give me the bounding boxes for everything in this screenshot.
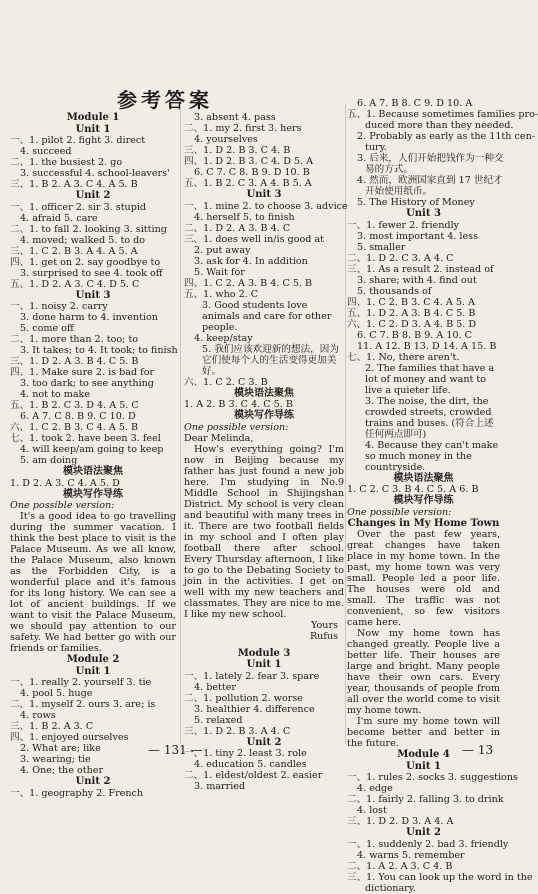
answer-line: 三、1. You can look up the word in the bbox=[347, 871, 533, 883]
answer-line: 2. The families that have a lot of money and want to live a quieter life. bbox=[365, 362, 495, 396]
essay-paragraph: Over the past few years, great changes have taken place in my home town. In the past, my home town was very small. People led a poor life. The houses were old and small. The traffic was not convenient, so few visitors came here. bbox=[347, 529, 500, 628]
page-number-right: — 13 bbox=[462, 743, 494, 757]
version-label: One possible version: bbox=[10, 500, 115, 511]
answer-line: 五、1. D 2. A 3. C 4. D 5. C bbox=[10, 278, 140, 290]
answer-line: 5. am doing bbox=[20, 455, 78, 466]
answer-line: Dear Melinda, bbox=[184, 432, 254, 444]
answer-line: 3. Good students love animals and care for other people. bbox=[202, 299, 332, 333]
answer-line: 3. It takes; to 4. It took; to finish bbox=[20, 345, 178, 356]
version-label: One possible version: bbox=[347, 506, 452, 518]
answer-line: 1. A 2. B 3. C 4. C 5. B bbox=[184, 399, 293, 410]
answer-line: 四、1. D 2. B 3. C 4. D 5. A bbox=[184, 156, 314, 167]
answer-line: 4. edge bbox=[357, 783, 393, 794]
answer-line-continued: tury. bbox=[365, 142, 387, 153]
version-label: One possible version: bbox=[184, 421, 289, 433]
answer-line: 三、1. D 2. D 3. A 4. A bbox=[347, 816, 454, 827]
answer-line: 4. better bbox=[194, 681, 236, 693]
answer-line: 一、1. suddenly 2. bad 3. friendly bbox=[347, 838, 509, 850]
page-number-left: — 131 — bbox=[148, 743, 203, 757]
answer-line: 5. relaxed bbox=[194, 714, 243, 726]
answer-line: 5. 我们应该欢迎新的想法，因为它们使每个人的生活变得更加美好。 bbox=[202, 343, 339, 377]
answer-line: 七、1. No, there aren't. bbox=[347, 351, 460, 363]
answer-line: 五、1. who 2. C bbox=[184, 288, 259, 300]
answer-line: 6. C 7. C 8. B 9. D 10. B bbox=[194, 167, 310, 178]
page-title: 参考答案 bbox=[117, 88, 213, 112]
answer-line: 三、1. C 2. B 3. A 4. A 5. A bbox=[10, 245, 138, 257]
answer-line: 4. will keep/am going to keep bbox=[20, 444, 164, 455]
answer-column-2 bbox=[184, 112, 348, 792]
answer-line: 五、1. D 2. A 3. B 4. C 5. B bbox=[347, 307, 476, 319]
section-heading: Unit 2 bbox=[75, 190, 111, 201]
column-divider-1 bbox=[180, 104, 181, 744]
answer-line: 二、1. the busiest 2. go bbox=[10, 157, 123, 168]
answer-line: 三、1. B 2. A 3. C 4. A 5. B bbox=[10, 179, 138, 190]
answer-line: 4. warns 5. remember bbox=[357, 849, 465, 861]
answer-line: 4. keep/stay bbox=[194, 332, 253, 344]
section-heading: Unit 1 bbox=[406, 760, 441, 772]
answer-line: 3. done harm to 4. invention bbox=[20, 312, 158, 323]
column-divider-2 bbox=[345, 104, 346, 744]
section-heading: Module 2 bbox=[66, 654, 120, 665]
answer-line: 一、1. fewer 2. friendly bbox=[347, 219, 460, 231]
answer-line: 11. A 12. B 13. D 14. A 15. B bbox=[357, 340, 497, 352]
answer-line: 4. afraid 5. care bbox=[20, 212, 98, 224]
section-heading: 模块语法聚焦 bbox=[234, 387, 294, 399]
answer-line: 4. herself 5. to finish bbox=[194, 211, 295, 223]
answer-line: 3. share; with 4. find out bbox=[357, 274, 477, 286]
answer-line: 二、1. myself 2. ours 3. are; is bbox=[10, 699, 156, 710]
answer-line: 一、1. geography 2. French bbox=[10, 787, 144, 799]
signature-line: Rufus bbox=[309, 630, 338, 642]
answer-line: 一、1. really 2. yourself 3. tie bbox=[10, 677, 152, 688]
answer-line: 3. 后来，人们开始把钱作为一种交 bbox=[357, 153, 504, 164]
answer-line: 2. put away bbox=[194, 244, 251, 256]
answer-line: 一、1. tiny 2. least 3. role bbox=[184, 748, 307, 759]
answer-line: 4. education 5. candles bbox=[194, 759, 307, 770]
answer-line: 3. wearing; tie bbox=[20, 754, 91, 765]
answer-line: 二、1. to fall 2. looking 3. sitting bbox=[10, 223, 167, 235]
answer-line: 二、1. fairly 2. falling 3. to drink bbox=[347, 794, 504, 805]
answer-line: 3. surprised to see 4. took off bbox=[20, 267, 163, 279]
section-heading: Unit 3 bbox=[406, 208, 441, 219]
answer-line: 3. ask for 4. In addition bbox=[194, 255, 308, 267]
answer-line: 二、1. more than 2. too; to bbox=[10, 334, 139, 345]
section-heading: Unit 2 bbox=[75, 776, 111, 787]
answer-line: 5. come off bbox=[20, 323, 74, 334]
section-heading: Module 3 bbox=[237, 647, 291, 659]
answer-line: 四、1. C 2. B 3. C 4. A 5. A bbox=[347, 296, 475, 308]
essay-paragraph: How's everything going? I'm now in Beijing because my father has just found a new job here. I'm studying in No.9 Middle School in Shijingshan District. My school is very clean and beautiful with many trees in it. There are two football fields in my school and I often play football there after school. Every Thursday afternoon, I like to go to the Debating Society to join in the activities. I get on well with my new teachers and classmates. They are nice to me. I like my new school. bbox=[184, 443, 344, 620]
answer-line: 四、1. get on 2. say goodbye to bbox=[10, 256, 161, 268]
answer-line-continued: dictionary. bbox=[365, 882, 416, 894]
answer-line: 二、1. A 2. A 3. C 4. B bbox=[347, 860, 453, 872]
section-heading: Unit 1 bbox=[75, 123, 111, 135]
answer-line: 5. Wait for bbox=[194, 266, 245, 278]
section-heading: Module 1 bbox=[66, 112, 120, 123]
section-heading: 模块写作导练 bbox=[234, 410, 294, 421]
answer-line: 三、1. B 2. A 3. C bbox=[10, 721, 94, 732]
answer-line: 一、1. lately 2. fear 3. spare bbox=[184, 670, 320, 682]
answer-line: 四、1. Make sure 2. is bad for bbox=[10, 367, 155, 378]
answer-line: 五、1. Because sometimes families pro- bbox=[347, 109, 538, 120]
answer-line: 4. lost bbox=[357, 805, 387, 816]
answer-line: 4. Because they can't make so much money in the countryside. bbox=[365, 439, 499, 473]
answer-line: 6. C 7. B 8. B 9. A 10. C bbox=[357, 329, 473, 341]
essay-paragraph: I'm sure my home town will become better and better in the future. bbox=[347, 716, 500, 749]
answer-line: 4. yourselves bbox=[194, 134, 258, 145]
answer-line: 二、1. pollution 2. worse bbox=[184, 692, 303, 704]
answer-line-continued: duced more than they needed. bbox=[365, 120, 514, 131]
answer-line: 一、1. pilot 2. fight 3. direct bbox=[10, 135, 146, 146]
answer-line: 6. A 7. C 8. B 9. C 10. D bbox=[20, 411, 136, 422]
section-heading: Changes in My Home Town bbox=[347, 517, 500, 529]
section-heading: Unit 1 bbox=[75, 665, 111, 677]
answer-line: 1. C 2. C 3. B 4. C 5. A 6. B bbox=[347, 484, 479, 495]
answer-line: 四、1. C 2. A 3. B 4. C 5. B bbox=[184, 277, 313, 289]
answer-line: 三、1. D 2. A 3. B 4. C 5. B bbox=[10, 356, 139, 367]
answer-line: 5. smaller bbox=[357, 241, 406, 253]
answer-line: 3. successful 4. school-leavers' bbox=[20, 168, 170, 179]
answer-line-continued: 易的方式。 bbox=[365, 164, 413, 175]
answer-line: 3. most important 4. less bbox=[357, 230, 479, 242]
answer-line: 3. absent 4. pass bbox=[194, 112, 276, 123]
answer-line: 三、1. D 2. B 3. C 4. B bbox=[184, 145, 291, 156]
answer-line: 六、1. C 2. D 3. A 4. B 5. D bbox=[347, 318, 477, 330]
section-heading: Unit 2 bbox=[246, 736, 282, 748]
answer-line: 五、1. B 2. C 3. A 4. B 5. A bbox=[184, 178, 312, 189]
answer-line: 二、1. my 2. first 3. hers bbox=[184, 123, 302, 134]
section-heading: 模块写作导练 bbox=[63, 488, 123, 500]
section-heading: 模块语法聚焦 bbox=[63, 466, 123, 477]
answer-line: 4. pool 5. huge bbox=[20, 688, 93, 699]
answer-line: 3. too dark; to see anything bbox=[20, 378, 154, 389]
signature-line: Yours bbox=[311, 619, 338, 631]
answer-line: 2. Probably as early as the 11th cen- bbox=[357, 131, 535, 142]
section-heading: Unit 2 bbox=[406, 827, 441, 838]
answer-line: 六、1. C 2. B 3. C 4. A 5. B bbox=[10, 422, 139, 433]
section-heading: Unit 3 bbox=[246, 189, 282, 200]
answer-line-continued: 开始使用纸币。 bbox=[365, 186, 433, 197]
answer-line: 4. succeed bbox=[20, 146, 72, 157]
section-heading: Module 4 bbox=[397, 749, 450, 760]
answer-line: 4. One; the other bbox=[20, 765, 104, 776]
section-heading: 模块写作导练 bbox=[393, 495, 454, 506]
answer-line: 3. healthier 4. difference bbox=[194, 703, 315, 715]
answer-column-3 bbox=[347, 98, 538, 894]
answer-line: 6. A 7. B 8. C 9. D 10. A bbox=[357, 98, 473, 109]
essay-paragraph: Now my home town has changed greatly. People live a better life. Their houses are large and bright. Many people have their own cars. Every year, thousands of people from all over the world come to visit my home town. bbox=[347, 628, 500, 716]
answer-line: 5. The History of Money bbox=[357, 197, 475, 208]
answer-line: 一、1. officer 2. sir 3. stupid bbox=[10, 201, 147, 213]
answer-line: 三、1. does well in/is good at bbox=[184, 233, 325, 245]
answer-line: 3. married bbox=[194, 781, 246, 792]
answer-line: 3. The noise, the dirt, the crowded streets, crowded trains and buses. (符合上述任何两点即可) bbox=[365, 395, 494, 440]
answer-line: 1. D 2. A 3. C 4. A 5. D bbox=[10, 477, 120, 489]
answer-line: 三、1. D 2. B 3. A 4. C bbox=[184, 725, 291, 737]
answer-line: 4. rows bbox=[20, 710, 56, 721]
answer-line: 六、1. C 2. C 3. B bbox=[184, 376, 268, 388]
answer-line: 2. What are; like bbox=[20, 743, 101, 754]
answer-line: 4. moved; walked 5. to do bbox=[20, 234, 146, 246]
answer-line: 一、1. noisy 2. carry bbox=[10, 301, 108, 312]
answer-line: 二、1. D 2. A 3. B 4. C bbox=[184, 222, 291, 234]
answer-line: 二、1. D 2. C 3. A 4. C bbox=[347, 252, 454, 264]
answer-line: 七、1. took 2. have been 3. feel bbox=[10, 433, 161, 444]
answer-line: 二、1. eldest/oldest 2. easier bbox=[184, 770, 323, 781]
answer-line: 4. 然而，欧洲国家直到 17 世纪才 bbox=[357, 175, 503, 186]
answer-line: 5. thousands of bbox=[357, 285, 432, 297]
answer-line: 三、1. As a result 2. instead of bbox=[347, 263, 494, 275]
answer-line: 五、1. B 2. C 3. D 4. A 5. C bbox=[10, 400, 139, 411]
answer-line: 一、1. mine 2. to choose 3. advice bbox=[184, 200, 348, 212]
essay-paragraph: It's a good idea to go travelling during the summer vacation. I think the best place to visit is the Palace Museum. As we all know, the Palace Museum, also known as the Forbidden City, is a wonderful place and it's famous for its long history. We can see a lot of ancient buildings. If we want to visit the Palace Museum, we should pay attention to our safety. We had better go with our friends or families. bbox=[10, 511, 176, 654]
answer-line: 一、1. rules 2. socks 3. suggestions bbox=[347, 772, 518, 783]
section-heading: Unit 1 bbox=[246, 659, 282, 670]
answer-line: 4. not to make bbox=[20, 389, 91, 400]
answer-column-1 bbox=[10, 112, 176, 799]
section-heading: 模块语法聚焦 bbox=[393, 472, 454, 484]
section-heading: Unit 3 bbox=[75, 289, 111, 301]
answer-line: 四、1. enjoyed ourselves bbox=[10, 732, 129, 743]
